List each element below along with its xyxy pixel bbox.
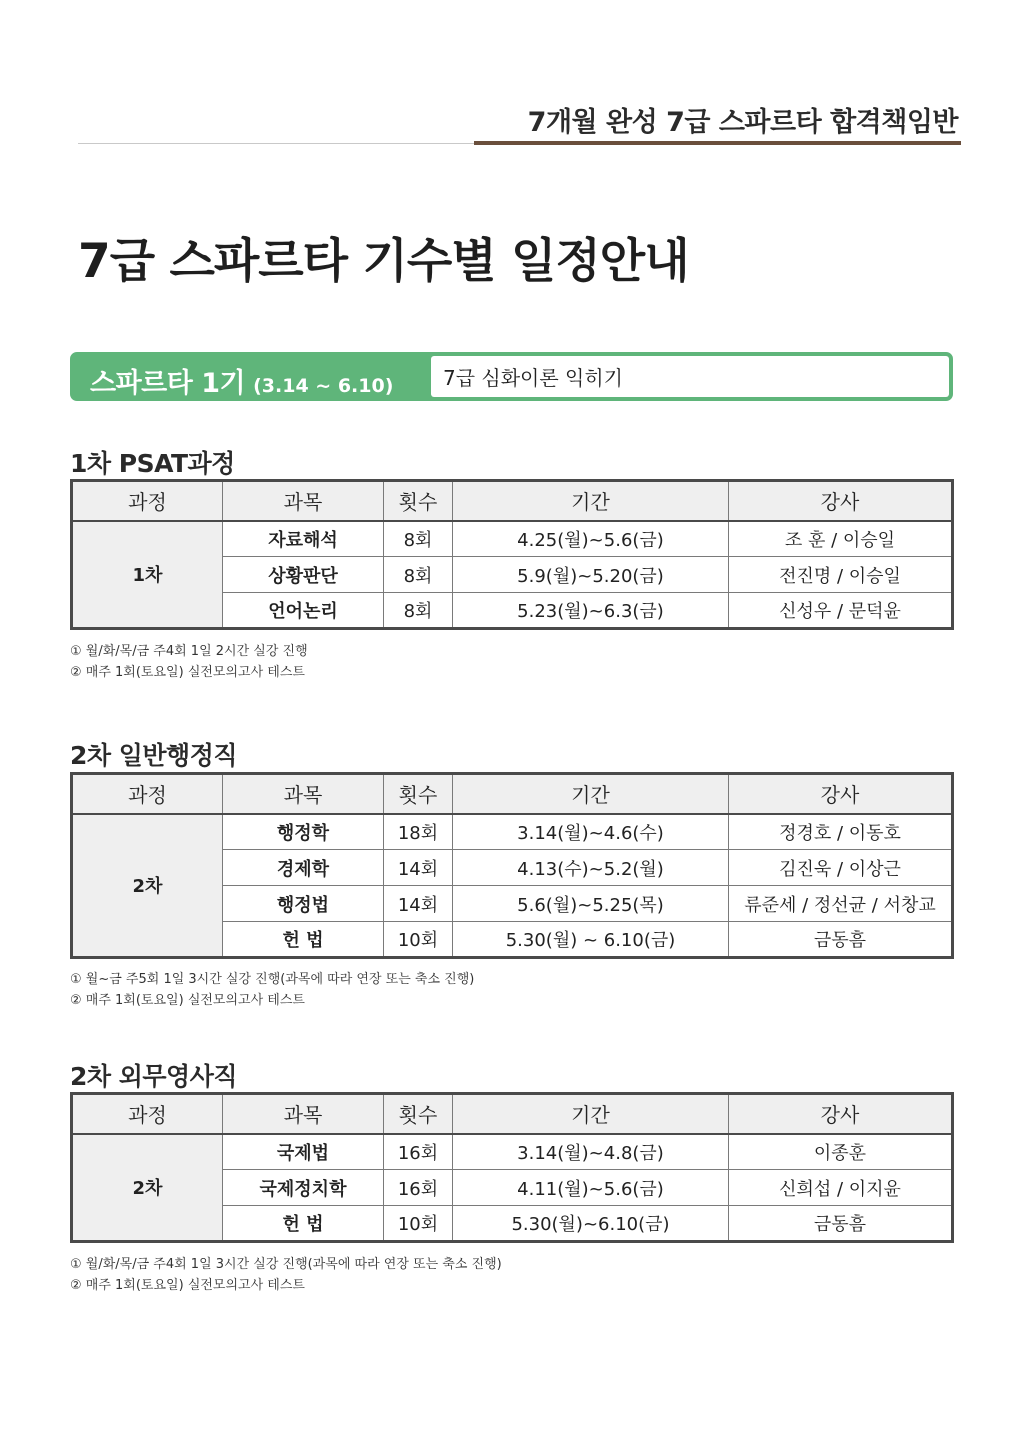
count-cell: 18회 — [384, 814, 453, 850]
period-cell: 5.30(월) ~ 6.10(금) — [453, 922, 729, 958]
subject-cell: 언어논리 — [223, 593, 384, 629]
column-header-count: 횟수 — [384, 774, 453, 814]
header-divider-accent — [474, 141, 961, 145]
column-header-course: 과정 — [72, 481, 223, 521]
column-header-course: 과정 — [72, 1094, 223, 1134]
period-cell: 3.14(월)~4.8(금) — [453, 1134, 729, 1170]
period-cell: 5.23(월)~6.3(금) — [453, 593, 729, 629]
note-line: ② 매주 1회(토요일) 실전모의고사 테스트 — [70, 665, 305, 680]
section-title-general-admin: 2차 일반행정직 — [70, 741, 237, 770]
cohort-period: (3.14 ~ 6.10) — [253, 375, 394, 397]
schedule-table-psat — [70, 479, 954, 630]
period-cell: 5.9(월)~5.20(금) — [453, 557, 729, 593]
count-cell: 8회 — [384, 521, 453, 557]
cohort-banner — [70, 352, 953, 401]
table-header-row — [72, 481, 953, 521]
subject-cell: 자료해석 — [223, 521, 384, 557]
schedule-table-foreign-service — [70, 1092, 954, 1243]
page-title: 7급 스파르타 기수별 일정안내 — [78, 234, 689, 289]
subject-cell: 헌 법 — [223, 1206, 384, 1242]
count-cell: 14회 — [384, 886, 453, 922]
table-row — [72, 521, 953, 557]
count-cell: 16회 — [384, 1170, 453, 1206]
instructor-cell: 전진명 / 이승일 — [729, 557, 953, 593]
subject-cell: 상황판단 — [223, 557, 384, 593]
count-cell: 16회 — [384, 1134, 453, 1170]
section-title-foreign-service: 2차 외무영사직 — [70, 1062, 237, 1091]
header-divider-thin — [78, 143, 478, 144]
instructor-cell: 류준세 / 정선균 / 서창교 — [729, 886, 953, 922]
section-notes-foreign-service — [70, 1254, 502, 1296]
instructor-cell: 신희섭 / 이지윤 — [729, 1170, 953, 1206]
section-notes-psat — [70, 641, 308, 683]
column-header-instructor: 강사 — [729, 774, 953, 814]
course-group-cell: 2차 — [72, 814, 223, 958]
column-header-period: 기간 — [453, 1094, 729, 1134]
schedule-table-general-admin — [70, 772, 954, 959]
subject-cell: 행정법 — [223, 886, 384, 922]
course-group-cell: 2차 — [72, 1134, 223, 1242]
section-title-psat: 1차 PSAT과정 — [70, 449, 235, 478]
instructor-cell: 김진욱 / 이상근 — [729, 850, 953, 886]
course-group-cell: 1차 — [72, 521, 223, 629]
subject-cell: 헌 법 — [223, 922, 384, 958]
period-cell: 4.13(수)~5.2(월) — [453, 850, 729, 886]
period-cell: 4.11(월)~5.6(금) — [453, 1170, 729, 1206]
column-header-period: 기간 — [453, 481, 729, 521]
count-cell: 8회 — [384, 557, 453, 593]
table-header-row — [72, 1094, 953, 1134]
column-header-period: 기간 — [453, 774, 729, 814]
count-cell: 10회 — [384, 922, 453, 958]
subject-cell: 국제정치학 — [223, 1170, 384, 1206]
document-header-title: 7개월 완성 7급 스파르타 합격책임반 — [527, 107, 958, 138]
note-line: ② 매주 1회(토요일) 실전모의고사 테스트 — [70, 1278, 305, 1293]
count-cell: 10회 — [384, 1206, 453, 1242]
note-line: ① 월~금 주5회 1일 3시간 실강 진행(과목에 따라 연장 또는 축소 진행) — [70, 972, 475, 987]
instructor-cell: 조 훈 / 이승일 — [729, 521, 953, 557]
instructor-cell: 금동흠 — [729, 922, 953, 958]
instructor-cell: 금동흠 — [729, 1206, 953, 1242]
period-cell: 4.25(월)~5.6(금) — [453, 521, 729, 557]
note-line: ① 월/화/목/금 주4회 1일 2시간 실강 진행 — [70, 644, 308, 659]
column-header-subject: 과목 — [223, 1094, 384, 1134]
period-cell: 3.14(월)~4.6(수) — [453, 814, 729, 850]
instructor-cell: 신성우 / 문덕윤 — [729, 593, 953, 629]
period-cell: 5.30(월)~6.10(금) — [453, 1206, 729, 1242]
note-line: ① 월/화/목/금 주4회 1일 3시간 실강 진행(과목에 따라 연장 또는 축소 진행) — [70, 1257, 502, 1272]
cohort-description: 7급 심화이론 익히기 — [431, 356, 949, 397]
subject-cell: 국제법 — [223, 1134, 384, 1170]
column-header-course: 과정 — [72, 774, 223, 814]
note-line: ② 매주 1회(토요일) 실전모의고사 테스트 — [70, 993, 305, 1008]
count-cell: 14회 — [384, 850, 453, 886]
subject-cell: 행정학 — [223, 814, 384, 850]
column-header-instructor: 강사 — [729, 481, 953, 521]
table-row — [72, 1134, 953, 1170]
column-header-subject: 과목 — [223, 481, 384, 521]
table-header-row — [72, 774, 953, 814]
column-header-instructor: 강사 — [729, 1094, 953, 1134]
column-header-subject: 과목 — [223, 774, 384, 814]
subject-cell: 경제학 — [223, 850, 384, 886]
cohort-name: 스파르타 1기 — [90, 368, 246, 399]
count-cell: 8회 — [384, 593, 453, 629]
column-header-count: 횟수 — [384, 481, 453, 521]
instructor-cell: 정경호 / 이동호 — [729, 814, 953, 850]
period-cell: 5.6(월)~5.25(목) — [453, 886, 729, 922]
section-notes-general-admin — [70, 969, 474, 1011]
column-header-count: 횟수 — [384, 1094, 453, 1134]
cohort-label — [74, 356, 431, 397]
instructor-cell: 이종훈 — [729, 1134, 953, 1170]
table-row — [72, 814, 953, 850]
